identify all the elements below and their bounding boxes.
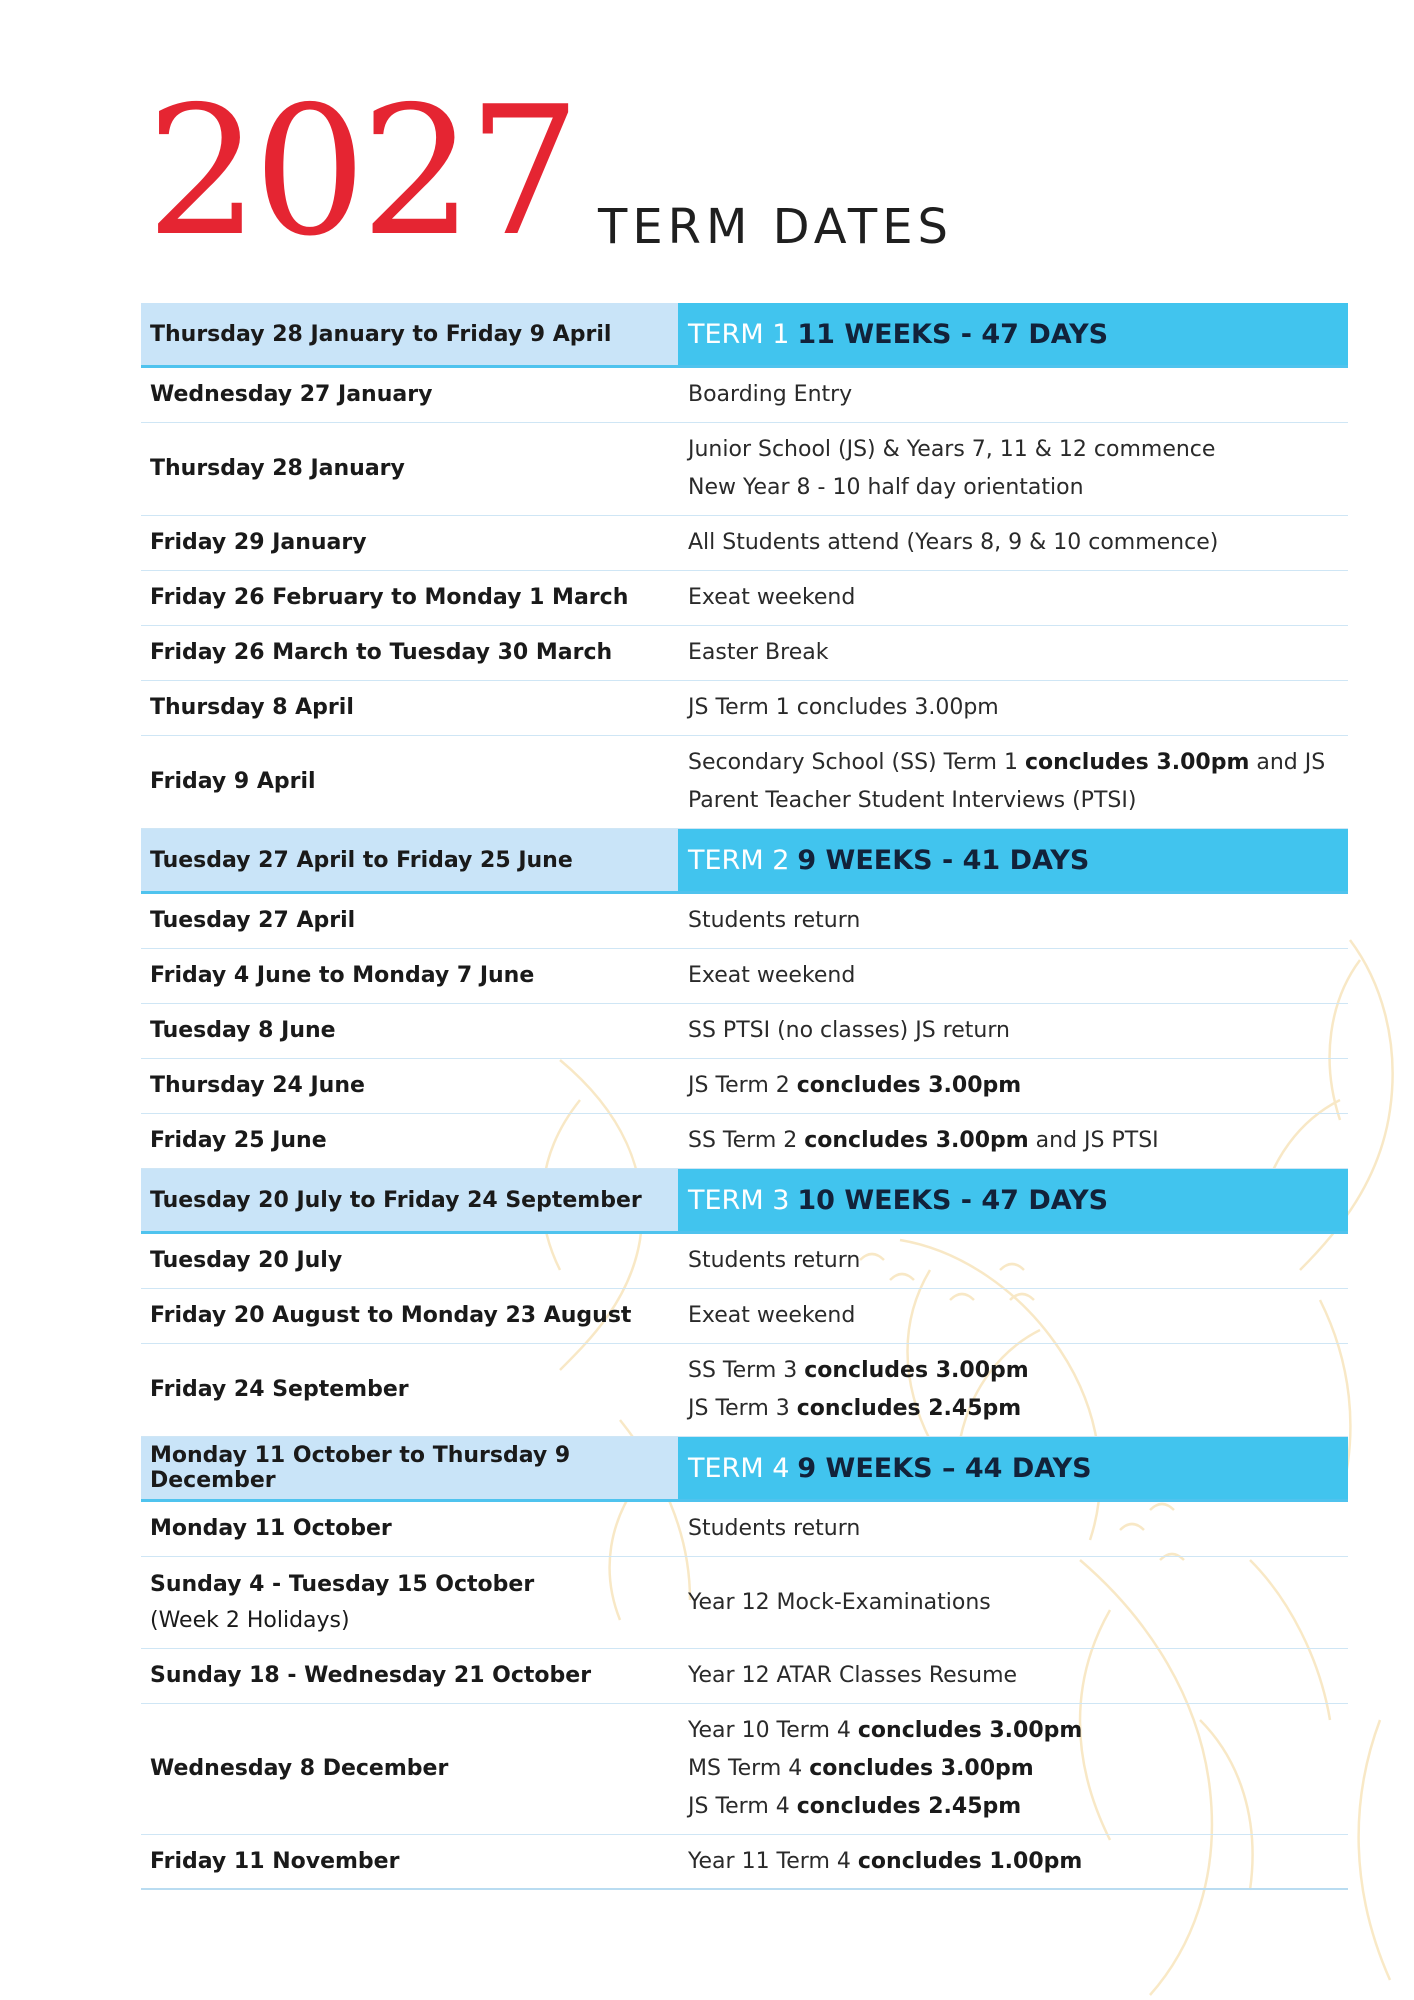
row-date [141, 903, 678, 939]
event-text: JS Term 1 concludes 3.00pm [688, 695, 999, 720]
table-row [141, 626, 1348, 681]
event-text: Students return [688, 1248, 861, 1273]
event-text: JS Term 3 [688, 1396, 797, 1421]
event-text: Junior School (JS) & Years 7, 11 & 12 commence [688, 437, 1216, 462]
term-length: 10 WEEKS - 47 DAYS [797, 1184, 1109, 1216]
table-row [141, 1344, 1348, 1437]
event-line [688, 431, 1348, 469]
event-text: Exeat weekend [688, 1303, 856, 1328]
table-row [141, 1649, 1348, 1704]
event-line [688, 689, 1348, 727]
row-event [678, 1297, 1348, 1335]
row-date [141, 580, 678, 616]
event-text: SS PTSI (no classes) JS return [688, 1018, 1010, 1043]
row-event [678, 1122, 1348, 1160]
row-date [141, 1511, 678, 1547]
event-line [688, 1843, 1348, 1881]
event-line [688, 1012, 1348, 1050]
table-row [141, 1059, 1348, 1114]
event-text: MS Term 4 [688, 1756, 810, 1781]
event-text-end: and JS PTSI [1028, 1128, 1159, 1153]
term-header [141, 1437, 1348, 1502]
row-event [678, 1242, 1348, 1280]
event-text: SS Term 3 [688, 1358, 805, 1383]
term-dates-table [141, 303, 1348, 1890]
row-date-text: Friday 9 April [150, 769, 316, 794]
event-emphasis: concludes 3.00pm [1024, 750, 1250, 775]
row-event [678, 689, 1348, 727]
row-date [141, 1567, 678, 1639]
row-event [678, 1712, 1348, 1826]
row-date [141, 635, 678, 671]
event-text: Students return [688, 1516, 861, 1541]
row-event [678, 902, 1348, 940]
row-date [141, 1123, 678, 1159]
row-date [141, 1243, 678, 1279]
row-event [678, 1510, 1348, 1548]
event-line [688, 1352, 1348, 1390]
term-length: 9 WEEKS - 41 DAYS [797, 844, 1090, 876]
row-date-text: Friday 11 November [150, 1848, 400, 1874]
row-date-text: Friday 20 August to Monday 23 August [150, 1303, 632, 1328]
event-emphasis: concludes 2.45pm [796, 1794, 1022, 1819]
term-date-range: Tuesday 20 July to Friday 24 September [141, 1169, 678, 1231]
row-date-text: Friday 26 March to Tuesday 30 March [150, 640, 613, 665]
row-date-text: Tuesday 27 April [150, 908, 356, 933]
row-event [678, 957, 1348, 995]
event-line [688, 634, 1348, 672]
row-event [678, 1843, 1348, 1881]
event-text: JS Term 4 [688, 1794, 797, 1819]
term-summary [678, 1169, 1348, 1231]
row-event [678, 1012, 1348, 1050]
event-line [688, 1712, 1348, 1750]
event-emphasis: concludes 3.00pm [809, 1756, 1034, 1781]
row-event [678, 634, 1348, 672]
term-name: TERM 4 [688, 1452, 790, 1484]
event-text: Secondary School (SS) Term 1 [688, 750, 1025, 775]
year-heading: 2027 [146, 68, 575, 275]
row-date-text: Wednesday 27 January [150, 382, 433, 407]
term-date-range: Thursday 28 January to Friday 9 April [141, 303, 678, 365]
row-date-text: Friday 26 February to Monday 1 March [150, 585, 629, 610]
table-row [141, 516, 1348, 571]
row-date-text: Friday 4 June to Monday 7 June [150, 963, 535, 988]
row-date-text: Thursday 28 January [150, 456, 405, 481]
table-row [141, 736, 1348, 829]
term-summary [678, 1437, 1348, 1499]
row-date [141, 1844, 678, 1880]
row-date [141, 1372, 678, 1408]
term-date-range: Monday 11 October to Thursday 9 December [141, 1437, 678, 1499]
row-event [678, 1657, 1348, 1695]
event-line [688, 579, 1348, 617]
event-text: All Students attend (Years 8, 9 & 10 commence) [688, 530, 1219, 555]
event-text: Year 12 ATAR Classes Resume [688, 1663, 1018, 1688]
row-date [141, 1013, 678, 1049]
event-line [688, 1297, 1348, 1335]
event-line [688, 1584, 1348, 1622]
event-line [688, 1750, 1348, 1788]
row-date [141, 1068, 678, 1104]
table-row [141, 681, 1348, 736]
event-line [688, 1657, 1348, 1695]
event-text: New Year 8 - 10 half day orientation [688, 475, 1084, 500]
row-date [141, 1658, 678, 1694]
event-line [688, 469, 1348, 507]
row-date [141, 1298, 678, 1334]
row-date-text: Sunday 18 - Wednesday 21 October [150, 1663, 592, 1688]
term-summary [678, 829, 1348, 891]
event-text: Exeat weekend [688, 963, 856, 988]
table-row [141, 1289, 1348, 1344]
term-length: 11 WEEKS - 47 DAYS [797, 318, 1109, 350]
term-date-range: Tuesday 27 April to Friday 25 June [141, 829, 678, 891]
row-event [678, 1584, 1348, 1622]
row-date-text: Friday 25 June [150, 1128, 327, 1153]
row-date-text: Tuesday 8 June [150, 1018, 336, 1043]
event-line [688, 1510, 1348, 1548]
term-name: TERM 3 [688, 1184, 790, 1216]
row-event [678, 579, 1348, 617]
row-date-text: Wednesday 8 December [150, 1756, 449, 1781]
row-event [678, 1067, 1348, 1105]
term-dates-heading: TERM DATES [598, 199, 954, 255]
row-date-text: Friday 29 January [150, 530, 367, 555]
row-date [141, 690, 678, 726]
row-date-text: Thursday 8 April [150, 695, 354, 720]
term-summary [678, 303, 1348, 365]
table-row [141, 368, 1348, 423]
term-name: TERM 2 [688, 844, 790, 876]
event-text: SS Term 2 [688, 1128, 805, 1153]
page-title [146, 68, 1046, 275]
event-emphasis: concludes 3.00pm [857, 1718, 1083, 1743]
row-date [141, 525, 678, 561]
event-line [688, 744, 1348, 782]
row-date [141, 764, 678, 800]
term-header [141, 303, 1348, 368]
term-name: TERM 1 [688, 318, 790, 350]
row-date-text: Thursday 24 June [150, 1073, 365, 1098]
term-length: 9 WEEKS – 44 DAYS [797, 1452, 1092, 1484]
event-line [688, 957, 1348, 995]
row-date [141, 958, 678, 994]
event-line [688, 376, 1348, 414]
table-row [141, 1704, 1348, 1835]
event-text: JS Term 2 [688, 1073, 797, 1098]
event-text: Students return [688, 908, 861, 933]
event-text: Exeat weekend [688, 585, 856, 610]
event-line [688, 1390, 1348, 1428]
row-date-text: Monday 11 October [150, 1516, 392, 1541]
event-text: Year 12 Mock-Examinations [688, 1589, 991, 1615]
event-text: Boarding Entry [688, 382, 853, 407]
table-row [141, 571, 1348, 626]
table-row [141, 949, 1348, 1004]
row-date [141, 451, 678, 487]
row-event [678, 744, 1348, 820]
table-row [141, 1114, 1348, 1169]
term-header [141, 1169, 1348, 1234]
term-header [141, 829, 1348, 894]
row-date-note: (Week 2 Holidays) [150, 1607, 350, 1633]
row-date-text: Friday 24 September [150, 1377, 409, 1402]
row-date-text: Sunday 4 - Tuesday 15 October [150, 1571, 535, 1597]
event-line [688, 1788, 1348, 1826]
event-line [688, 1122, 1348, 1160]
row-date [141, 1751, 678, 1787]
row-event [678, 431, 1348, 507]
event-emphasis: concludes 2.45pm [796, 1396, 1022, 1421]
table-row [141, 423, 1348, 516]
table-row [141, 1004, 1348, 1059]
event-text: Easter Break [688, 640, 829, 665]
event-emphasis: concludes 3.00pm [796, 1073, 1022, 1098]
event-line [688, 902, 1348, 940]
event-line [688, 782, 1348, 820]
table-row [141, 1234, 1348, 1289]
table-row [141, 1835, 1348, 1890]
row-event [678, 1352, 1348, 1428]
event-line [688, 1242, 1348, 1280]
event-text: Year 11 Term 4 [688, 1848, 858, 1874]
table-row [141, 1557, 1348, 1649]
event-emphasis: concludes 3.00pm [804, 1128, 1029, 1153]
event-line [688, 524, 1348, 562]
row-date [141, 377, 678, 413]
event-emphasis: concludes 3.00pm [804, 1358, 1029, 1383]
table-row [141, 894, 1348, 949]
event-text: Year 10 Term 4 [688, 1718, 858, 1743]
event-emphasis: concludes 1.00pm [857, 1848, 1083, 1874]
row-event [678, 376, 1348, 414]
event-text: Parent Teacher Student Interviews (PTSI) [688, 788, 1137, 813]
row-event [678, 524, 1348, 562]
event-line [688, 1067, 1348, 1105]
table-row [141, 1502, 1348, 1557]
row-date-text: Tuesday 20 July [150, 1248, 343, 1273]
event-text-end: and JS [1249, 750, 1326, 775]
